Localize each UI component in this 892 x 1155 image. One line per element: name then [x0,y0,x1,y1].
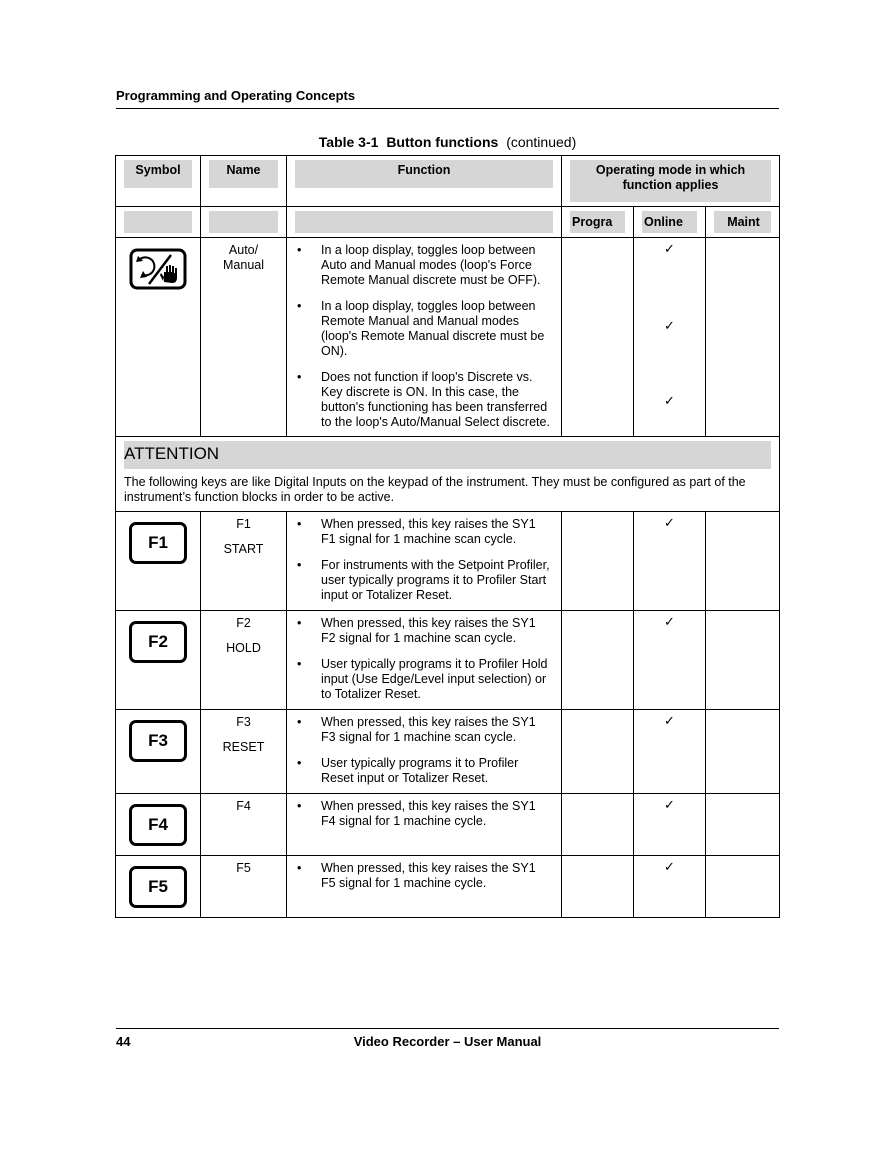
function-bullet: • When pressed, this key raises the SY1 F3 signal for 1 machine scan cycle. [295,715,551,745]
table-row-auto-manual [116,238,780,437]
table-caption [116,134,779,150]
program-mode-cell [562,856,634,918]
online-mode-cell [634,794,706,856]
name-cell: F2 HOLD [201,611,287,710]
name-cell: Auto/ Manual [201,238,287,437]
button-functions-table [115,155,780,918]
function-cell [287,512,562,611]
symbol-cell [116,856,201,918]
table-header-row [116,156,780,207]
symbol-subheader-fill [124,211,192,233]
function-bullet: • In a loop display, toggles loop between Auto and Manual modes (loop's Force Remote Manual discrete must be OFF). [295,243,551,288]
mode-header-online: Online [634,207,706,238]
maintenance-mode-cell [706,611,780,710]
program-mode-cell [562,238,634,437]
f4-key-icon: F4 [129,804,187,846]
online-mode-cell [634,611,706,710]
attention-row [116,437,780,512]
function-bullet: • In a loop display, toggles loop between Remote Manual and Manual modes (loop's Remote Manual discrete must be ON). [295,299,551,359]
program-mode-cell [562,710,634,794]
attention-note [116,437,780,512]
check-icon: ✓ [664,859,675,874]
attention-text: The following keys are like Digital Inputs on the keypad of the instrument. They must be configured as part of the instrument’s function blocks in order to be active. [124,475,746,504]
auto-manual-icon [129,248,187,290]
function-cell [287,238,562,437]
name-cell: F5 [201,856,287,918]
symbol-column-header: Symbol [116,156,201,207]
program-mode-cell [562,611,634,710]
online-mode-cell [634,710,706,794]
function-cell [287,611,562,710]
check-icon: ✓ [664,614,675,629]
function-cell [287,856,562,918]
name-cell: F4 [201,794,287,856]
maintenance-mode-cell [706,710,780,794]
check-icon: ✓ [664,515,675,530]
function-bullet: • When pressed, this key raises the SY1 F1 signal for 1 machine scan cycle. [295,517,551,547]
table-row-f5 [116,856,780,918]
f3-key-icon: F3 [129,720,187,762]
maintenance-mode-cell [706,238,780,437]
table-number: Table 3-1 [318,134,379,150]
symbol-cell [116,238,201,437]
maintenance-mode-cell [706,512,780,611]
check-icon: ✓ [664,393,675,408]
mode-group-header: Operating mode in which function applies [562,156,780,207]
symbol-cell [116,794,201,856]
check-icon: ✓ [664,797,675,812]
name-cell: F3 RESET [201,710,287,794]
mode-header-maintenance: Maint [706,207,780,238]
table-title: Button functions [386,134,499,150]
program-mode-cell [562,794,634,856]
symbol-cell [116,512,201,611]
function-cell [287,794,562,856]
symbol-cell [116,710,201,794]
table-row-f3 [116,710,780,794]
name-subheader-fill [209,211,278,233]
check-icon: ✓ [664,241,675,256]
section-title: Programming and Operating Concepts [116,88,356,103]
page-number: 44 [116,1034,131,1049]
program-mode-cell [562,512,634,611]
function-bullet: • User typically programs it to Profiler Hold input (Use Edge/Level input selection) or to Totalizer Reset. [295,657,551,702]
check-icon: ✓ [664,713,675,728]
check-icon: ✓ [664,318,675,333]
maintenance-mode-cell [706,856,780,918]
f5-key-icon: F5 [129,866,187,908]
online-mode-cell [634,512,706,611]
name-cell: F1 START [201,512,287,611]
mode-header-program: Progra [562,207,634,238]
function-bullet: • User typically programs it to Profiler Reset input or Totalizer Reset. [295,756,551,786]
function-bullet: • When pressed, this key raises the SY1 F2 signal for 1 machine scan cycle. [295,616,551,646]
page-header [116,88,779,109]
function-bullet: • For instruments with the Setpoint Profiler, user typically programs it to Profiler Start input or Totalizer Reset. [295,558,551,603]
function-subheader-fill [295,211,553,233]
function-cell [287,710,562,794]
function-bullet: • When pressed, this key raises the SY1 F5 signal for 1 machine cycle. [295,861,551,891]
page-footer [116,1028,779,1049]
online-mode-cell [634,238,706,437]
f2-key-icon: F2 [129,621,187,663]
f1-key-icon: F1 [129,522,187,564]
online-mode-cell [634,856,706,918]
table-row-f2 [116,611,780,710]
function-column-header: Function [287,156,562,207]
attention-heading: ATTENTION [124,441,771,469]
table-row-f1 [116,512,780,611]
maintenance-mode-cell [706,794,780,856]
function-bullet: • When pressed, this key raises the SY1 F4 signal for 1 machine cycle. [295,799,551,829]
symbol-cell [116,611,201,710]
table-subheader-row [116,207,780,238]
table-caption-suffix: (continued) [506,134,577,150]
function-bullet: • Does not function if loop's Discrete vs. Key discrete is ON. In this case, the button's functioning has been transferred to the loop's Auto/Manual Select discrete. [295,370,551,430]
document-title: Video Recorder – User Manual [353,1034,542,1049]
name-column-header: Name [201,156,287,207]
table-row-f4 [116,794,780,856]
